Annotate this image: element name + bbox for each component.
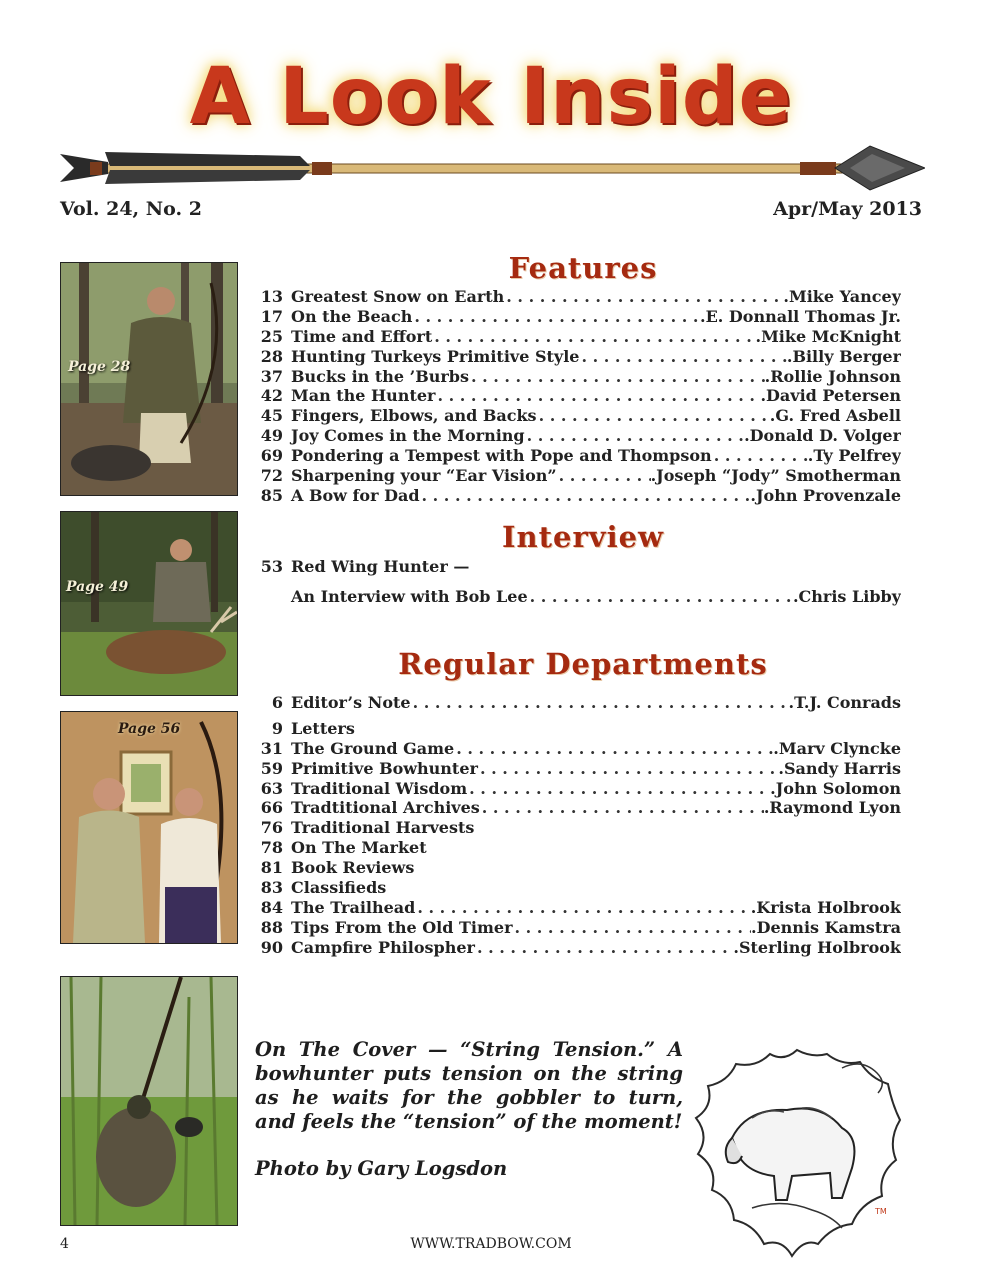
toc-entry	[253, 898, 901, 918]
toc-author: .Billy Berger	[786, 346, 901, 366]
toc-page: 9	[271, 718, 283, 738]
toc-title: Primitive Bowhunter	[291, 758, 478, 778]
toc-page: 76	[260, 818, 283, 838]
toc-page: 6	[271, 693, 283, 712]
toc-entry	[253, 838, 901, 858]
toc-title: Classifieds	[291, 878, 387, 898]
toc-page: 45	[260, 406, 283, 426]
photo-caption: Page 56	[118, 721, 181, 737]
toc-page: 53	[260, 557, 283, 576]
page-number: 4	[60, 1236, 69, 1252]
toc-entry	[253, 693, 901, 713]
toc-entry	[253, 466, 901, 486]
toc-author: .Krista Holbrook	[750, 897, 901, 917]
toc-page: 72	[260, 466, 283, 486]
toc-title: On The Market	[291, 838, 427, 858]
toc-page: 42	[260, 386, 283, 406]
toc-title: Time and Effort	[291, 326, 433, 346]
toc-page: 25	[260, 326, 283, 346]
features-heading: Features	[508, 251, 658, 285]
toc-author: .E. Donnall Thomas Jr.	[700, 306, 901, 326]
features-list	[253, 287, 901, 506]
toc-title: Man the Hunter	[291, 386, 436, 406]
toc-page: 81	[260, 858, 283, 878]
interview-list	[253, 557, 901, 607]
toc-page: 13	[260, 287, 283, 306]
toc-author: .Mike McKnight	[755, 326, 901, 346]
toc-author: .Chris Libby	[792, 586, 901, 606]
toc-author: .John Provenzale	[750, 485, 901, 505]
toc-author: .Ty Pelfrey	[807, 446, 901, 466]
toc-author: .Raymond Lyon	[763, 798, 901, 818]
toc-entry	[253, 486, 901, 506]
toc-entry	[253, 327, 901, 347]
volume-number: Vol. 24, No. 2	[60, 198, 202, 220]
toc-page: 28	[260, 346, 283, 366]
photo-cover-bowhunter	[60, 976, 238, 1226]
toc-page: 90	[260, 937, 283, 957]
toc-entry	[253, 307, 901, 327]
issue-date: Apr/May 2013	[773, 198, 922, 220]
toc-entry	[253, 287, 901, 307]
toc-title: The Trailhead	[291, 897, 416, 917]
photo-elk-hunter	[60, 511, 238, 696]
toc-author: .Marv Clyncke	[773, 738, 901, 758]
toc-title: On the Beach	[291, 306, 413, 326]
toc-entry	[253, 798, 901, 818]
toc-title: Traditional Wisdom	[291, 778, 468, 798]
toc-entry	[253, 858, 901, 878]
toc-title: Red Wing Hunter —	[291, 557, 470, 576]
photo-two-men	[60, 711, 238, 944]
toc-author: .Mike Yancey	[783, 287, 901, 306]
photo-caption: Page 49	[66, 579, 129, 595]
toc-page: 78	[260, 838, 283, 858]
toc-entry	[253, 446, 901, 466]
toc-entry	[253, 406, 901, 426]
toc-page: 88	[260, 917, 283, 937]
toc-title: Bucks in the ’Burbs	[291, 366, 469, 386]
toc-title: Greatest Snow on Earth	[291, 287, 505, 306]
toc-page: 84	[260, 897, 283, 917]
toc-page: 49	[260, 426, 283, 446]
photo-caption: Page 28	[68, 359, 131, 375]
toc-author: .G. Fred Asbell	[769, 406, 901, 426]
toc-entry	[253, 938, 901, 958]
page-title: A Look Inside	[189, 52, 793, 142]
toc-entry	[253, 739, 901, 759]
toc-title: A Bow for Dad	[291, 485, 420, 505]
toc-title: Sharpening your “Ear Vision”	[291, 466, 557, 486]
photo-hunter-forest	[60, 262, 238, 496]
toc-entry	[253, 779, 901, 799]
toc-author: .Joseph “Jody” Smotherman	[650, 466, 901, 486]
cover-description: On The Cover — “String Tension.” A bowhunter puts tension on the string as he waits for the gobbler to turn, and feels the “tension” of the moment!	[255, 1038, 683, 1133]
toc-entry	[253, 818, 901, 838]
toc-page: 17	[260, 306, 283, 326]
toc-author: .Sandy Harris	[778, 758, 901, 778]
toc-title: Tradtitional Archives	[291, 798, 480, 818]
toc-page: 66	[260, 798, 283, 818]
toc-title: Tips From the Old Timer	[291, 917, 513, 937]
toc-page: 85	[260, 485, 283, 505]
toc-page: 37	[260, 366, 283, 386]
toc-entry	[253, 719, 901, 739]
arrow-illustration	[60, 142, 925, 194]
toc-title: Book Reviews	[291, 858, 415, 878]
website-url: WWW.TRADBOW.COM	[410, 1236, 572, 1252]
toc-author: .Donald D. Volger	[744, 426, 901, 446]
toc-author: .T.J. Conrads	[788, 693, 901, 712]
departments-list	[253, 693, 901, 958]
toc-page: 69	[260, 446, 283, 466]
departments-heading: Regular Departments	[398, 647, 768, 681]
toc-author: .Dennis Kamstra	[751, 917, 901, 937]
toc-author: .John Solomon	[770, 778, 901, 798]
toc-title: Joy Comes in the Morning	[291, 426, 525, 446]
toc-title: Fingers, Elbows, and Backs	[291, 406, 537, 426]
toc-entry	[253, 759, 901, 779]
toc-title: Letters	[291, 718, 355, 738]
toc-page: 31	[260, 738, 283, 758]
buffalo-arrowhead-logo	[692, 1048, 902, 1258]
toc-title: The Ground Game	[291, 738, 455, 758]
toc-author: .Sterling Holbrook	[733, 937, 901, 957]
photo-credit: Photo by Gary Logsdon	[255, 1157, 508, 1180]
toc-entry	[253, 347, 901, 367]
toc-title: Editor’s Note	[291, 693, 411, 712]
interview-heading: Interview	[501, 520, 665, 554]
toc-author: .David Petersen	[760, 386, 901, 406]
toc-page: 59	[260, 758, 283, 778]
toc-title: An Interview with Bob Lee	[291, 586, 528, 606]
toc-page: 83	[260, 878, 283, 898]
toc-title: Pondering a Tempest with Pope and Thompson	[291, 446, 712, 466]
toc-title: Traditional Harvests	[291, 818, 475, 838]
toc-entry	[253, 426, 901, 446]
toc-page: 63	[260, 778, 283, 798]
toc-author: .Rollie Johnson	[764, 366, 901, 386]
toc-title: Campfire Philospher	[291, 937, 475, 957]
toc-entry	[253, 557, 901, 577]
toc-entry-continued	[253, 587, 901, 607]
toc-entry	[253, 367, 901, 387]
toc-entry	[253, 878, 901, 898]
toc-entry	[253, 386, 901, 406]
toc-entry	[253, 918, 901, 938]
toc-title: Hunting Turkeys Primitive Style	[291, 346, 580, 366]
trademark-mark: TM	[875, 1207, 887, 1216]
